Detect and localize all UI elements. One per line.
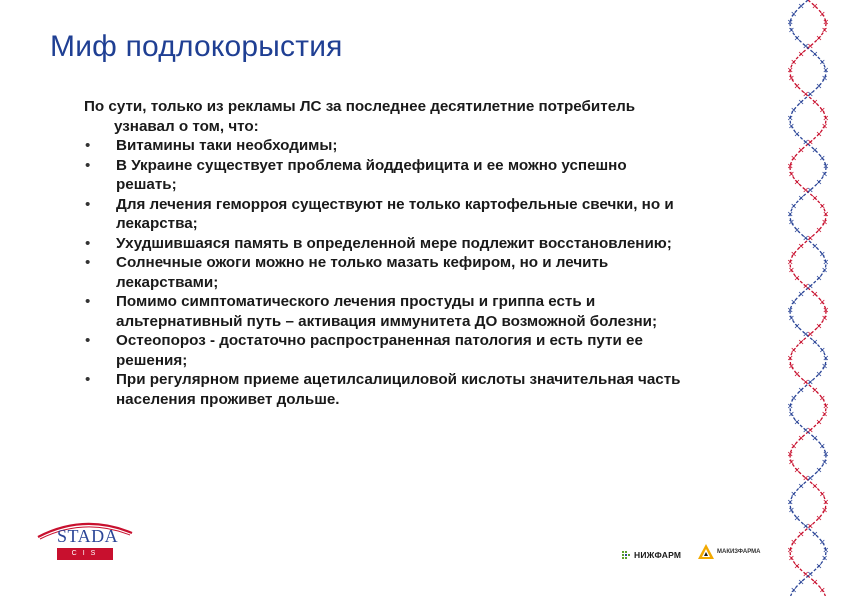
helix-cross-mark bbox=[792, 12, 796, 16]
helix-cross-mark bbox=[808, 572, 812, 576]
bullet-marker: • bbox=[85, 293, 91, 310]
helix-cross-mark bbox=[804, 188, 808, 192]
stada-logo-text: STADA bbox=[57, 526, 119, 546]
helix-cross-mark bbox=[795, 324, 799, 328]
helix-cross-mark bbox=[789, 268, 793, 272]
bullet-text: решения; bbox=[116, 351, 188, 369]
helix-cross-mark bbox=[817, 372, 821, 376]
helix-cross-mark bbox=[795, 228, 799, 232]
helix-cross-mark bbox=[789, 412, 793, 416]
stada-cis-bar: CIS bbox=[57, 548, 113, 560]
helix-cross-mark bbox=[808, 428, 812, 432]
helix-cross-mark bbox=[813, 100, 817, 104]
makizfarma-logo bbox=[697, 543, 760, 561]
helix-cross-mark bbox=[813, 340, 817, 344]
helix-cross-mark bbox=[799, 532, 803, 536]
bullet-text: Остеопороз - достаточно распространенная патология и есть пути ее bbox=[116, 332, 643, 349]
bullet-text: Для лечения геморроя существуют не только картофельные свечки, но и bbox=[116, 195, 674, 213]
helix-cross-mark bbox=[808, 332, 812, 336]
helix-cross-mark bbox=[820, 252, 824, 256]
helix-cross-mark bbox=[795, 564, 799, 568]
bullet-marker: • bbox=[85, 156, 91, 174]
helix-cross-mark bbox=[808, 140, 812, 144]
helix-cross-mark bbox=[820, 492, 824, 496]
bullet-item bbox=[84, 331, 792, 370]
helix-cross-mark bbox=[792, 396, 796, 400]
helix-strand-red bbox=[790, 0, 826, 596]
helix-cross-mark bbox=[792, 252, 796, 256]
helix-cross-mark bbox=[792, 108, 796, 112]
helix-cross-mark bbox=[795, 516, 799, 520]
helix-cross-mark bbox=[820, 444, 824, 448]
helix-cross-mark bbox=[789, 508, 793, 512]
helix-cross-mark bbox=[820, 588, 824, 592]
helix-cross-mark bbox=[817, 516, 821, 520]
helix-cross-mark bbox=[799, 340, 803, 344]
helix-cross-mark bbox=[795, 180, 799, 184]
helix-cross-mark bbox=[813, 52, 817, 56]
helix-cross-mark bbox=[795, 420, 799, 424]
helix-cross-mark bbox=[804, 284, 808, 288]
bullet-text: Солнечные ожоги можно не только мазать кефиром, но и лечить bbox=[116, 254, 609, 271]
bullet-text: Помимо симптоматического лечения простуды и гриппа есть и bbox=[116, 293, 596, 310]
bullet-text: альтернативный путь – активация иммунитета ДО возможной болезни; bbox=[116, 312, 658, 330]
helix-cross-mark bbox=[813, 580, 817, 584]
helix-cross-mark bbox=[792, 540, 796, 544]
bullet-text: В Украине существует проблема йоддефицита и ее можно успешно bbox=[116, 156, 627, 174]
helix-cross-mark bbox=[804, 524, 808, 528]
helix-cross-mark bbox=[795, 132, 799, 136]
helix-cross-mark bbox=[795, 84, 799, 88]
helix-cross-mark bbox=[795, 36, 799, 40]
helix-cross-mark bbox=[804, 572, 808, 576]
helix-cross-mark bbox=[813, 292, 817, 296]
helix-cross-mark bbox=[799, 292, 803, 296]
bullet-text: Ухудшившаяся память в определенной мере подлежит восстановлению; bbox=[116, 234, 672, 252]
helix-cross-mark bbox=[817, 132, 821, 136]
intro-line-2: узнавал о том, что: bbox=[114, 117, 259, 135]
helix-cross-mark bbox=[799, 580, 803, 584]
helix-cross-mark bbox=[795, 372, 799, 376]
helix-cross-mark bbox=[804, 92, 808, 96]
helix-cross-mark bbox=[820, 156, 824, 160]
helix-cross-mark bbox=[789, 124, 793, 128]
helix-cross-mark bbox=[804, 236, 808, 240]
helix-cross-mark bbox=[792, 492, 796, 496]
helix-cross-mark bbox=[799, 52, 803, 56]
helix-cross-mark bbox=[820, 60, 824, 64]
helix-cross-mark bbox=[823, 508, 827, 512]
bullet-text: Витамины таки необходимы; bbox=[116, 137, 338, 154]
helix-cross-mark bbox=[799, 100, 803, 104]
helix-cross-mark bbox=[789, 556, 793, 560]
helix-cross-mark bbox=[799, 388, 803, 392]
helix-cross-mark bbox=[817, 324, 821, 328]
helix-cross-mark bbox=[799, 4, 803, 8]
bullet-item bbox=[84, 292, 792, 331]
helix-cross-mark bbox=[813, 4, 817, 8]
helix-cross-mark bbox=[804, 44, 808, 48]
helix-cross-mark bbox=[820, 108, 824, 112]
helix-cross-mark bbox=[808, 236, 812, 240]
helix-cross-mark bbox=[817, 276, 821, 280]
helix-cross-mark bbox=[817, 36, 821, 40]
makiz-triangle-icon bbox=[697, 543, 715, 561]
bullet-marker: • bbox=[85, 254, 91, 271]
helix-cross-mark bbox=[817, 228, 821, 232]
slide-title: Миф подлокорыстия bbox=[50, 30, 343, 63]
helix-cross-mark bbox=[808, 44, 812, 48]
helix-cross-mark bbox=[813, 532, 817, 536]
helix-cross-mark bbox=[804, 332, 808, 336]
bullet-item bbox=[84, 370, 792, 409]
helix-cross-mark bbox=[795, 468, 799, 472]
nizhfarm-dots-icon bbox=[622, 551, 632, 559]
helix-cross-mark bbox=[808, 524, 812, 528]
helix-cross-mark bbox=[804, 140, 808, 144]
nizhfarm-logo bbox=[622, 550, 681, 560]
helix-cross-mark bbox=[813, 244, 817, 248]
bullet-text: лекарствами; bbox=[116, 273, 219, 291]
helix-cross-mark bbox=[817, 420, 821, 424]
helix-cross-mark bbox=[817, 564, 821, 568]
bullet-text: решать; bbox=[116, 176, 177, 193]
helix-cross-mark bbox=[813, 484, 817, 488]
helix-cross-mark bbox=[808, 284, 812, 288]
slide-body bbox=[84, 97, 792, 409]
helix-cross-mark bbox=[808, 476, 812, 480]
helix-cross-mark bbox=[823, 124, 827, 128]
bullet-text: лекарства; bbox=[116, 215, 198, 232]
helix-cross-mark bbox=[813, 436, 817, 440]
bullet-item bbox=[84, 234, 792, 254]
helix-cross-mark bbox=[799, 436, 803, 440]
helix-cross-mark bbox=[799, 196, 803, 200]
bullet-marker: • bbox=[85, 371, 91, 388]
dna-helix-decoration bbox=[778, 0, 842, 596]
bullet-list bbox=[84, 136, 792, 409]
helix-cross-mark bbox=[808, 188, 812, 192]
bullet-text: При регулярном приеме ацетилсалициловой кислоты значительная часть bbox=[116, 371, 681, 388]
bullet-marker: • bbox=[85, 332, 91, 349]
bullet-item bbox=[84, 253, 792, 292]
helix-cross-mark bbox=[817, 180, 821, 184]
helix-cross-mark bbox=[804, 380, 808, 384]
helix-cross-mark bbox=[804, 476, 808, 480]
helix-cross-mark bbox=[817, 84, 821, 88]
helix-cross-mark bbox=[823, 412, 827, 416]
helix-cross-mark bbox=[795, 276, 799, 280]
helix-cross-mark bbox=[799, 244, 803, 248]
helix-cross-mark bbox=[799, 148, 803, 152]
helix-cross-mark bbox=[813, 388, 817, 392]
helix-cross-mark bbox=[804, 428, 808, 432]
bullet-item bbox=[84, 136, 792, 156]
helix-cross-mark bbox=[792, 444, 796, 448]
helix-cross-mark bbox=[799, 484, 803, 488]
helix-cross-mark bbox=[792, 204, 796, 208]
helix-strand-blue bbox=[790, 0, 826, 596]
bullet-marker: • bbox=[85, 234, 91, 252]
helix-cross-mark bbox=[792, 300, 796, 304]
intro-line-1: По сути, только из рекламы ЛС за последнее десятилетние потребитель bbox=[84, 98, 636, 115]
bullet-item bbox=[84, 156, 792, 195]
helix-cross-mark bbox=[820, 12, 824, 16]
helix-cross-mark bbox=[820, 396, 824, 400]
helix-cross-mark bbox=[792, 156, 796, 160]
helix-cross-mark bbox=[817, 468, 821, 472]
helix-cross-mark bbox=[813, 148, 817, 152]
bullet-marker: • bbox=[85, 195, 91, 213]
helix-cross-mark bbox=[792, 60, 796, 64]
helix-cross-mark bbox=[823, 556, 827, 560]
helix-cross-mark bbox=[808, 380, 812, 384]
helix-cross-mark bbox=[820, 348, 824, 352]
intro-paragraph bbox=[84, 97, 792, 136]
helix-cross-mark bbox=[813, 196, 817, 200]
helix-cross-mark bbox=[820, 300, 824, 304]
helix-cross-mark bbox=[820, 204, 824, 208]
helix-cross-mark bbox=[808, 92, 812, 96]
helix-cross-mark bbox=[792, 588, 796, 592]
bullet-marker: • bbox=[85, 137, 91, 154]
nizhfarm-text: НИЖФАРМ bbox=[634, 550, 682, 560]
bullet-item bbox=[84, 195, 792, 234]
makizfarma-text: МАКИЗФАРМА bbox=[717, 549, 761, 555]
helix-cross-mark bbox=[823, 268, 827, 272]
helix-cross-mark bbox=[820, 540, 824, 544]
bullet-text: населения проживет дольше. bbox=[116, 390, 340, 408]
helix-cross-mark bbox=[792, 348, 796, 352]
